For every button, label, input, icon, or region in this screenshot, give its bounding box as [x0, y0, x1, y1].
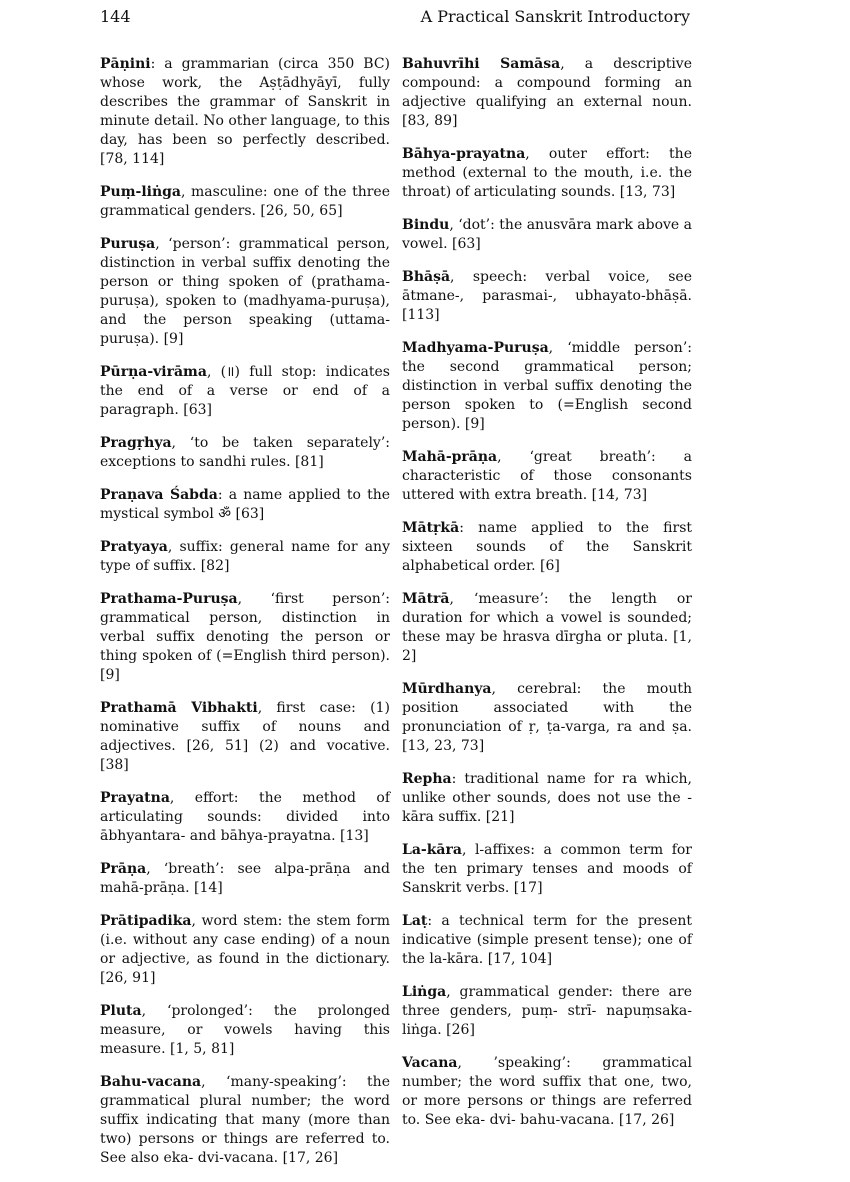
glossary-term: Bāhya-prayatna: [402, 146, 526, 162]
glossary-definition: , effort: the method of articulating sounds: divided into ābhyantara- and bāhya-prayatna. [13]: [100, 790, 390, 844]
glossary-definition: : traditional name for ra which, unlike other sounds, does not use the -kāra suffix. [21]: [402, 771, 692, 825]
glossary-entry: [402, 1054, 692, 1130]
glossary-definition: , ‘many-speaking’: the grammatical plural number; the word suffix indicating that many (more than two) persons or things are referred to. See also eka- dvi-vacana. [17, 26]: [100, 1074, 390, 1166]
glossary-term: Bindu: [402, 217, 450, 233]
glossary-entry: [402, 268, 692, 325]
glossary-definition: , l-affixes: a common term for the ten primary tenses and moods of Sanskrit verbs. [17]: [402, 842, 692, 896]
glossary-definition: , ‘prolonged’: the prolonged measure, or vowels having this measure. [1, 5, 81]: [100, 1003, 390, 1057]
glossary-term: Prayatna: [100, 790, 170, 806]
glossary-entry: [402, 770, 692, 827]
glossary-term: Prāṇa: [100, 861, 147, 877]
glossary-term: Mūrdhanya: [402, 681, 492, 697]
glossary-term: Prathama-Puruṣa: [100, 591, 238, 607]
glossary-entry: [100, 699, 390, 775]
glossary-term: Repha: [402, 771, 452, 787]
glossary-term: Pragṛhya: [100, 435, 172, 451]
glossary-entry: [100, 183, 390, 221]
page-number: 144: [100, 7, 131, 26]
glossary-entry: [402, 841, 692, 898]
glossary-definition: , ‘great breath’: a characteristic of those consonants uttered with extra breath. [14, 73]: [402, 449, 692, 503]
glossary-term: Laṭ: [402, 913, 428, 929]
glossary-definition: , cerebral: the mouth position associated with the pronunciation of ṛ, ṭa-varga, ra and ṣa. [13, 23, 73]: [402, 681, 692, 754]
glossary-definition: , ‘dot’: the anusvāra mark above a vowel. [63]: [402, 217, 692, 252]
glossary-entry: [402, 590, 692, 666]
glossary-entry: [402, 983, 692, 1040]
glossary-term: Pāṇini: [100, 56, 151, 72]
glossary-entry: [100, 1073, 390, 1168]
glossary-definition: : a name applied to the mystical symbol ॐ [63]: [100, 487, 391, 522]
glossary-definition: , ‘person’: grammatical person, distinction in verbal suffix denoting the person or thing spoken of (prathama-puruṣa), spoken to (madhyama-puruṣa), and the person speaking (uttama-puruṣa). [9]: [100, 236, 390, 347]
glossary-term: Vacana: [402, 1055, 458, 1071]
glossary-definition: , ‘first person’: grammatical person, distinction in verbal suffix denoting the person or thing spoken of (=English third person). [9]: [100, 591, 390, 683]
glossary-entry: [100, 538, 390, 576]
glossary-term: Puṃ-liṅga: [100, 184, 182, 200]
glossary-right-column: [402, 55, 692, 1144]
glossary-term: Bahuvrīhi Samāsa: [402, 56, 561, 72]
glossary-entry: [100, 235, 390, 349]
glossary-entry: [402, 216, 692, 254]
glossary-term: Puruṣa: [100, 236, 156, 252]
glossary-term: Mātṛkā: [402, 520, 460, 536]
glossary-term: Pūrṇa-virāma: [100, 364, 207, 380]
glossary-term: Pluta: [100, 1003, 142, 1019]
glossary-left-column: [100, 55, 390, 1182]
glossary-definition: , (॥) full stop: indicates the end of a verse or end of a paragraph. [63]: [100, 364, 390, 418]
glossary-term: Liṅga: [402, 984, 447, 1000]
glossary-entry: [402, 339, 692, 434]
glossary-definition: , suffix: general name for any type of suffix. [82]: [100, 539, 390, 574]
glossary-definition: : a technical term for the present indicative (simple present tense); one of the la-kāra. [17, 104]: [402, 913, 692, 967]
glossary-term: Madhyama-Puruṣa: [402, 340, 549, 356]
glossary-term: Pratyaya: [100, 539, 168, 555]
glossary-entry: [100, 1002, 390, 1059]
glossary-definition: , ’speaking’: grammatical number; the word suffix that one, two, or more persons or things are referred to. See eka- dvi- bahu-vacana. [17, 26]: [402, 1055, 692, 1128]
glossary-term: Bahu-vacana: [100, 1074, 202, 1090]
glossary-term: Mahā-prāṇa: [402, 449, 498, 465]
glossary-entry: [100, 590, 390, 685]
glossary-definition: , masculine: one of the three grammatical genders. [26, 50, 65]: [100, 184, 390, 219]
glossary-definition: , speech: verbal voice, see ātmane-, parasmai-, ubhayato-bhāṣā. [113]: [402, 269, 692, 323]
glossary-definition: , grammatical gender: there are three genders, puṃ- strī- napuṃsaka-liṅga. [26]: [402, 984, 692, 1038]
glossary-entry: [100, 912, 390, 988]
glossary-definition: : name applied to the first sixteen sounds of the Sanskrit alphabetical order. [6]: [402, 520, 692, 574]
glossary-entry: [402, 519, 692, 576]
running-title: A Practical Sanskrit Introductory: [420, 7, 690, 26]
page-header: [100, 6, 690, 30]
glossary-definition: , word stem: the stem form (i.e. without any case ending) of a noun or adjective, as found in the dictionary. [26, 91]: [100, 913, 390, 986]
glossary-definition: , outer effort: the method (external to the mouth, i.e. the throat) of articulating sounds. [13, 73]: [402, 146, 692, 200]
glossary-entry: [100, 860, 390, 898]
glossary-entry: [100, 789, 390, 846]
glossary-definition: , first case: (1) nominative suffix of nouns and adjectives. [26, 51] (2) and vocative. [38]: [100, 700, 390, 773]
glossary-entry: [100, 434, 390, 472]
glossary-term: Prātipadika: [100, 913, 192, 929]
glossary-term: La-kāra: [402, 842, 462, 858]
glossary-definition: , ‘breath’: see alpa-prāṇa and mahā-prāṇa. [14]: [100, 861, 390, 896]
glossary-definition: : a grammarian (circa 350 BC) whose work, the Aṣṭādhyāyī, fully describes the grammar of Sanskrit in minute detail. No other language, to this day, has been so perfectly described. [78, 114]: [100, 56, 390, 167]
glossary-definition: , ‘to be taken separately’: exceptions to sandhi rules. [81]: [100, 435, 390, 470]
glossary-definition: , a descriptive compound: a compound forming an adjective qualifying an external noun. [83, 89]: [402, 56, 692, 129]
glossary-entry: [402, 912, 692, 969]
glossary-entry: [402, 448, 692, 505]
glossary-entry: [402, 145, 692, 202]
glossary-term: Mātrā: [402, 591, 450, 607]
glossary-term: Bhāṣā: [402, 269, 451, 285]
glossary-entry: [100, 486, 390, 524]
glossary-definition: , ‘middle person’: the second grammatical person; distinction in verbal suffix denoting the person spoken to (=English second person). [9]: [402, 340, 692, 432]
glossary-entry: [402, 55, 692, 131]
glossary-entry: [100, 55, 390, 169]
glossary-entry: [100, 363, 390, 420]
glossary-definition: , ‘measure’: the length or duration for which a vowel is sounded; these may be hrasva dīrgha or pluta. [1, 2]: [402, 591, 692, 664]
glossary-term: Prathamā Vibhakti: [100, 700, 258, 716]
glossary-term: Praṇava Śabda: [100, 487, 218, 503]
glossary-entry: [402, 680, 692, 756]
